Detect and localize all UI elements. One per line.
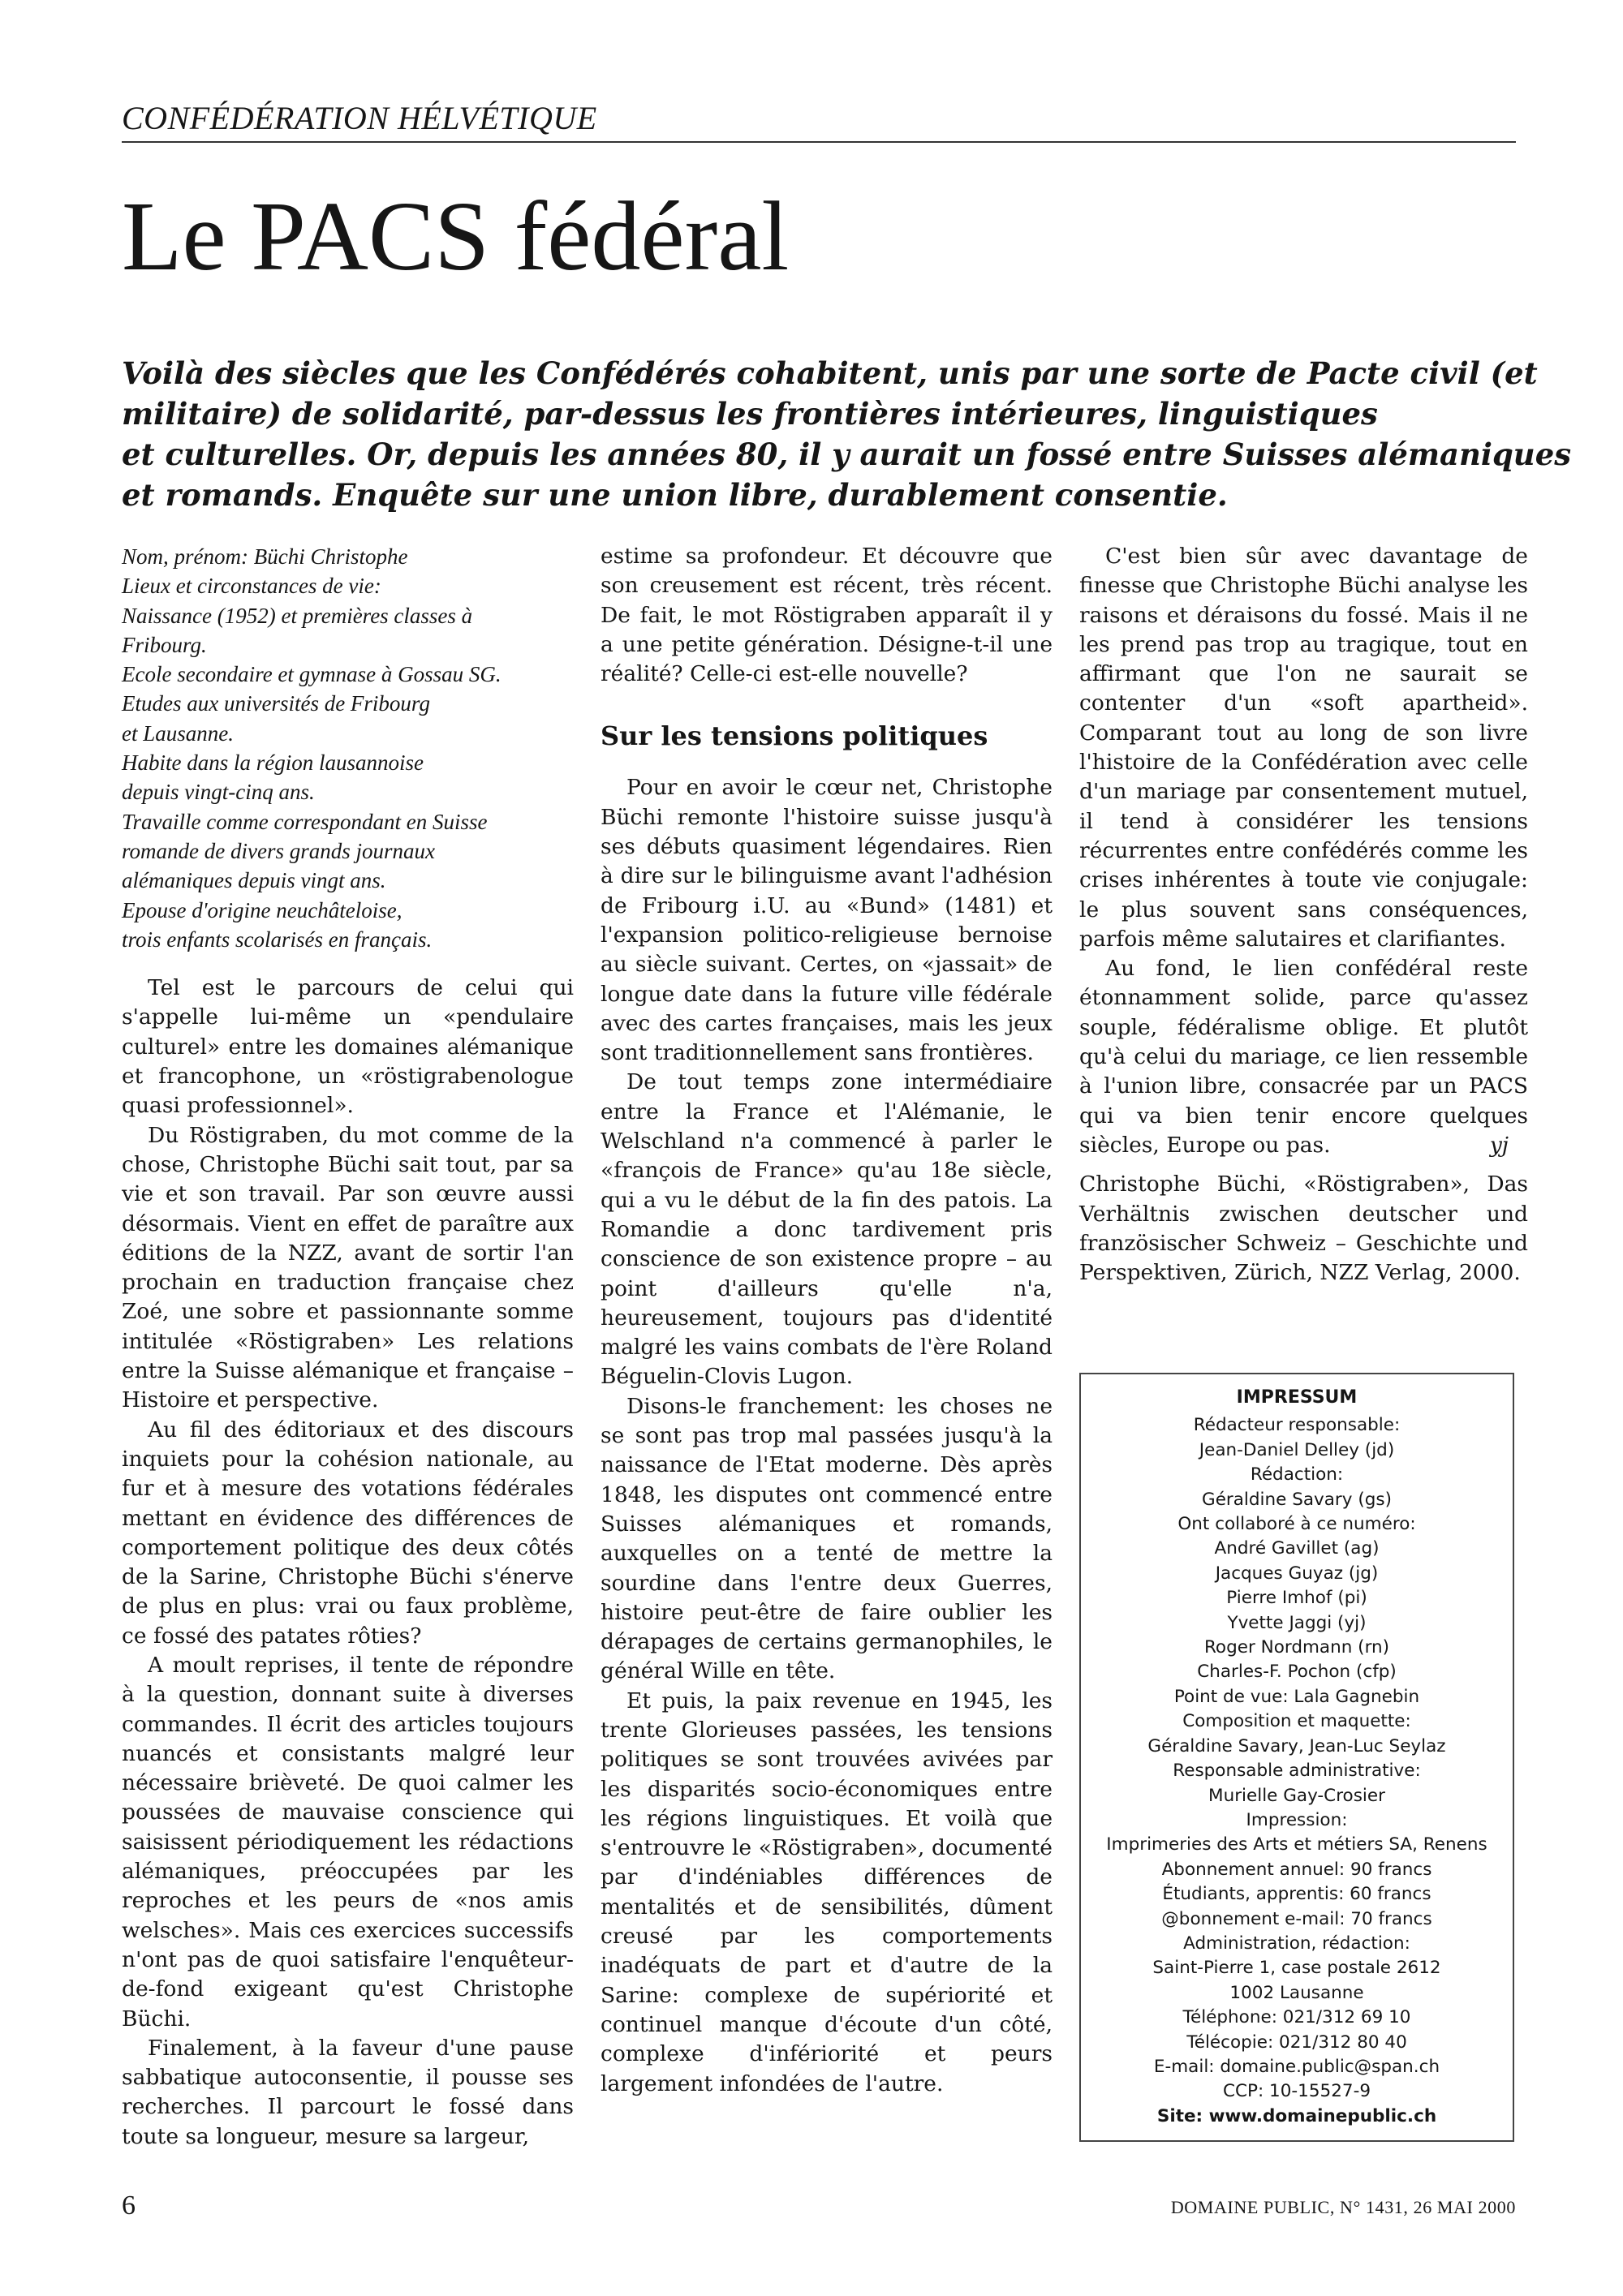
subheading: Sur les tensions politiques: [601, 720, 988, 752]
bio-line: romande de divers grands journaux: [122, 838, 435, 863]
impressum-line: CCP: 10-15527-9: [1222, 2081, 1371, 2102]
bio-line: depuis vingt-cinq ans.: [122, 780, 315, 805]
impressum-line: Pierre Imhof (pi): [1226, 1588, 1367, 1609]
lead-line: Voilà des siècles que les Confédérés cohabitent, unis par une sorte de Pacte civil (et: [122, 355, 1538, 391]
impressum-line: André Gavillet (ag): [1214, 1538, 1380, 1559]
body-paragraph: C'est bien sûr avec davantage de finesse que Christophe Büchi analyse les raisons et déraisons du fossé. Mais il ne les prend pas trop au tragique, tout en affirmant que l'on ne saurait se contenter d'un «soft apartheid». Comparant tout au long de son livre l'histoire de la Confédération avec celle d'un mariage par consentement mutuel, il tend à considérer les tensions récurrentes entre confédérés comme les crises inhérentes à toute vie conjugale: le plus souvent sans conséquences, parfois même salutaires et clarifiantes.: [1079, 544, 1528, 952]
article-lead: [122, 353, 1572, 515]
impressum-line: Charles-F. Pochon (cfp): [1197, 1662, 1397, 1683]
bio-line: et Lausanne.: [122, 720, 234, 746]
bio-line: Naissance (1952) et premières classes à: [122, 603, 473, 628]
bio-line: Fribourg.: [122, 632, 207, 657]
impressum-line: Rédacteur responsable:: [1193, 1415, 1401, 1436]
impressum-line: Étudiants, apprentis: 60 francs: [1162, 1884, 1431, 1905]
article-title: Le PACS fédéral: [122, 182, 790, 291]
impressum-line: Abonnement annuel: 90 francs: [1161, 1859, 1432, 1880]
impressum-line: Murielle Gay-Crosier: [1208, 1785, 1385, 1806]
lead-line: militaire) de solidarité, par-dessus les frontières intérieures, linguistiques: [122, 396, 1378, 432]
author-bio: [122, 542, 574, 954]
body-paragraph: Disons-le franchement: les choses ne se sont pas trop mal passées jusqu'à la naissance de l'Etat moderne. Dès après 1848, les disputes ont commencé entre Suisses alémaniques et romands, auxquelles on a tenté de mettre la sourdine dans l'entre deux Guerres, histoire peut-être de faire oublier les dérapages de certains germanophiles, le général Wille en tête.: [601, 1393, 1053, 1684]
bio-line: Etudes aux universités de Fribourg: [122, 691, 430, 716]
impressum-line: Responsable administrative:: [1173, 1761, 1421, 1782]
impressum-line: Jean-Daniel Delley (jd): [1199, 1439, 1395, 1460]
body-paragraph: Au fil des éditoriaux et des discours inquiets pour la cohésion nationale, au fur et à mesure des votations fédérales mettant en évidence des différences de comportement politique des deux côtés de la Sarine, Christophe Büchi s'énerve de plus en plus: vrai ou faux problème, ce fossé des patates rôties?: [122, 1417, 574, 1649]
section-kicker: CONFÉDÉRATION HÉLVÉTIQUE: [122, 99, 1516, 143]
body-paragraph: Du Röstigraben, du mot comme de la chose, Christophe Büchi sait tout, par sa vie et son travail. Par son œuvre aussi désormais. Vient en effet de paraître aux éditions de la NZZ, avant de sortir l'an prochain en traduction française chez Zoé, une sobre et passionnante somme intitulée «Röstigraben» Les relations entre la Suisse alémanique et française – Histoire et perspective.: [122, 1122, 574, 1413]
impressum-line: @bonnement e-mail: 70 francs: [1161, 1908, 1432, 1929]
impressum-line: Roger Nordmann (rn): [1203, 1637, 1390, 1658]
impressum-line: Administration, rédaction:: [1183, 1933, 1410, 1954]
impressum-line: Géraldine Savary, Jean-Luc Seylaz: [1147, 1735, 1446, 1756]
publication-footer: DOMAINE PUBLIC, N° 1431, 26 MAI 2000: [1170, 2197, 1516, 2217]
body-paragraph: De tout temps zone intermédiaire entre la France et l'Alémanie, le Welschland n'a commencé à parler le «françois de France» qu'au 18e siècle, qui a vu le début de la fin des patois. La Romandie a donc tardivement pris conscience de son existence propre – au point d'ailleurs qu'elle n'a, heureusement, toujours pas d'identité malgré les vains combats de l'ère Roland Béguelin-Clovis Lugon.: [601, 1069, 1053, 1390]
article-column-3: [1079, 542, 1528, 1288]
bio-line: Travaille comme correspondant en Suisse: [122, 809, 488, 834]
impressum-line: Yvette Jaggi (yj): [1227, 1612, 1367, 1633]
article-column-1: [122, 542, 574, 2152]
impressum-line: Ont collaboré à ce numéro:: [1177, 1514, 1416, 1535]
impressum-line: Imprimeries des Arts et métiers SA, Renens: [1106, 1834, 1487, 1855]
body-text: Au fond, le lien confédéral reste étonnamment solide, parce qu'assez souple, fédéralisme oblige. Et plutôt qu'à celui du mariage, ce lien ressemble à l'union libre, consacrée par un PACS qui va bien tenir encore quelques siècles, Europe ou pas.: [1079, 956, 1528, 1158]
bio-line: Habite dans la région lausannoise: [122, 750, 424, 776]
bio-line: Epouse d'origine neuchâteloise,: [122, 897, 403, 922]
body-paragraph: estime sa profondeur. Et découvre que son creusement est récent, très récent. De fait, le mot Röstigraben apparaît il y a une petite génération. Désigne-t-il une réalité? Celle-ci est-elle nouvelle?: [601, 544, 1053, 687]
body-paragraph: [1079, 954, 1528, 1160]
body-paragraph: Et puis, la paix revenue en 1945, les trente Glorieuses passées, les tensions politiques se sont trouvées avivées par les disparités socio-économiques entre les régions linguistiques. Et voilà que s'entrouvre le «Röstigraben», documenté par d'indéniables différences de mentalités et de sensibilités, dûment creusé par les comportements inadéquats de part et d'autre de la Sarine: complexe de supériorité et continuel manque d'écoute d'un côté, complexe d'infériorité et peurs largement infondées de l'autre.: [601, 1688, 1053, 2096]
page-number: 6: [122, 2191, 136, 2221]
impressum-line: Télécopie: 021/312 80 40: [1186, 2032, 1407, 2053]
author-signature: yj: [1489, 1132, 1509, 1158]
body-paragraph: Tel est le parcours de celui qui s'appelle lui-même un «pendulaire culturel» entre les domaines alémanique et francophone, un «röstigrabenologue quasi professionnel».: [122, 975, 574, 1119]
impressum-title: IMPRESSUM: [1236, 1387, 1358, 1408]
body-paragraph: Finalement, à la faveur d'une pause sabbatique autoconsentie, il pousse ses recherches. Il parcourt le fossé dans toute sa longueur, mesure sa largeur,: [122, 2035, 574, 2149]
body-paragraph: Pour en avoir le cœur net, Christophe Büchi remonte l'histoire suisse jusqu'à ses débuts quasiment légendaires. Rien à dire sur le bilinguisme avant l'adhésion de Fribourg i.U. au «Bund» (1481) et l'expansion politico-religieuse bernoise au siècle suivant. Certes, on «jassait» de longue date dans la future ville fédérale avec des cartes françaises, mais les jeux sont traditionnellement sans frontières.: [601, 775, 1053, 1066]
bio-line: Lieux et circonstances de vie:: [122, 574, 381, 599]
bio-line: alémaniques depuis vingt ans.: [122, 868, 386, 893]
article-column-2: [601, 542, 1053, 2099]
impressum-line: Saint-Pierre 1, case postale 2612: [1152, 1958, 1441, 1979]
bio-line: Nom, prénom: Büchi Christophe: [122, 544, 408, 569]
lead-line: et romands. Enquête sur une union libre, durablement consentie.: [122, 477, 1228, 513]
lead-line: et culturelles. Or, depuis les années 80, il y aurait un fossé entre Suisses alémaniques: [122, 436, 1572, 472]
body-paragraph: A moult reprises, il tente de répondre à la question, donnant suite à diverses commandes. Il écrit des articles toujours nuancés et consistants malgré leur nécessaire brièveté. De quoi calmer les poussées de mauvaise conscience qui saisissent périodiquement les rédactions alémaniques, préoccupées par les reproches et les peurs de «nos amis welsches». Mais ces exercices successifs n'ont pas de quoi satisfaire l'enquêteur-de-fond exigeant qu'est Christophe Büchi.: [122, 1652, 574, 2032]
impressum-line: Jacques Guyaz (jg): [1215, 1563, 1379, 1584]
impressum-line: 1002 Lausanne: [1229, 1982, 1364, 2003]
impressum-box: [1079, 1373, 1514, 2142]
book-reference: Christophe Büchi, «Röstigraben», Das Verhältnis zwischen deutscher und französischer Schweiz – Geschichte und Perspektiven, Zürich, NZZ Verlag, 2000.: [1079, 1172, 1528, 1286]
bio-line: Ecole secondaire et gymnase à Gossau SG.: [122, 662, 502, 687]
impressum-line: Rédaction:: [1250, 1464, 1344, 1486]
impressum-line: Téléphone: 021/312 69 10: [1182, 2007, 1411, 2028]
impressum-line: Impression:: [1246, 1809, 1348, 1830]
bio-line: trois enfants scolarisés en français.: [122, 927, 433, 952]
impressum-website: Site: www.domainepublic.ch: [1156, 2105, 1437, 2126]
impressum-line: Composition et maquette:: [1182, 1711, 1411, 1732]
impressum-line: Point de vue: Lala Gagnebin: [1173, 1686, 1420, 1707]
impressum-line: E-mail: domaine.public@span.ch: [1153, 2056, 1440, 2077]
impressum-line: Géraldine Savary (gs): [1202, 1489, 1392, 1510]
